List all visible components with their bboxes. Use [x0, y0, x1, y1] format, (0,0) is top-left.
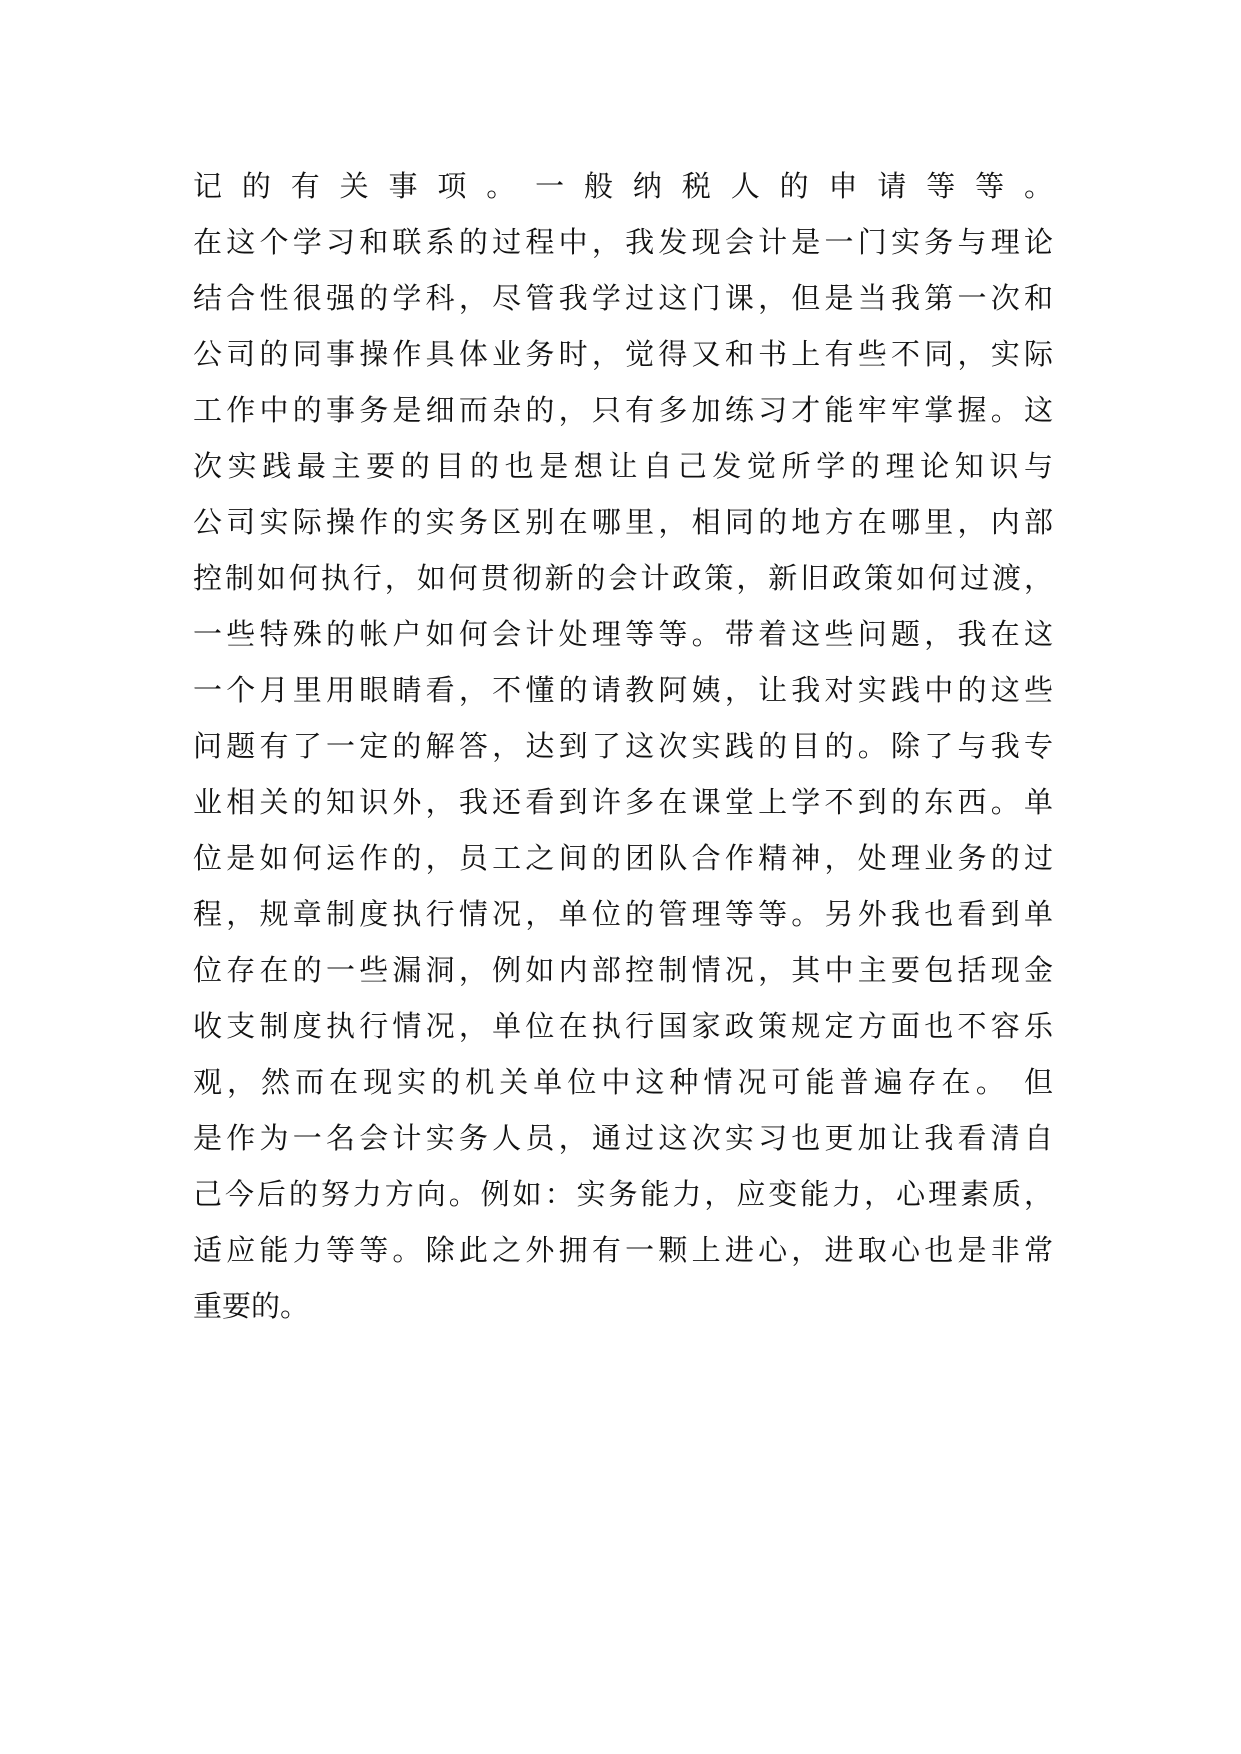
- text-line: 位是如何运作的，员工之间的团队合作精神，处理业务的过: [193, 841, 1053, 875]
- text-line: 公司实际操作的实务区别在哪里，相同的地方在哪里，内部: [193, 505, 1053, 539]
- text-line: 一些特殊的帐户如何会计处理等等。带着这些问题，我在这: [193, 617, 1053, 651]
- text-line: 结合性很强的学科，尽管我学过这门课，但是当我第一次和: [193, 281, 1053, 315]
- text-line: 观，然而在现实的机关单位中这种情况可能普遍存在。 但: [193, 1065, 1053, 1099]
- text-line: 位存在的一些漏洞，例如内部控制情况，其中主要包括现金: [193, 953, 1053, 987]
- text-line: 工作中的事务是细而杂的，只有多加练习才能牢牢掌握。这: [193, 393, 1053, 427]
- text-line: 收支制度执行情况，单位在执行国家政策规定方面也不容乐: [193, 1009, 1053, 1043]
- body-text: [193, 158, 1053, 1334]
- text-line: 重要的。: [193, 1289, 310, 1323]
- text-line: 是作为一名会计实务人员，通过这次实习也更加让我看清自: [193, 1121, 1053, 1155]
- text-line: 公司的同事操作具体业务时，觉得又和书上有些不同，实际: [193, 337, 1053, 371]
- text-line: 记的有关事项。一般纳税人的申请等等。: [193, 169, 1053, 203]
- text-line: 在这个学习和联系的过程中，我发现会计是一门实务与理论: [193, 225, 1053, 259]
- text-line: 一个月里用眼睛看，不懂的请教阿姨，让我对实践中的这些: [193, 673, 1053, 707]
- text-line: 业相关的知识外，我还看到许多在课堂上学不到的东西。单: [193, 785, 1053, 819]
- text-line: 控制如何执行，如何贯彻新的会计政策，新旧政策如何过渡，: [193, 561, 1053, 595]
- text-line: 次实践最主要的目的也是想让自己发觉所学的理论知识与: [193, 449, 1053, 483]
- text-line: 程，规章制度执行情况，单位的管理等等。另外我也看到单: [193, 897, 1053, 931]
- text-line: 适应能力等等。除此之外拥有一颗上进心，进取心也是非常: [193, 1233, 1053, 1267]
- text-line: 己今后的努力方向。例如：实务能力，应变能力，心理素质，: [193, 1177, 1053, 1211]
- text-line: 问题有了一定的解答，达到了这次实践的目的。除了与我专: [193, 729, 1053, 763]
